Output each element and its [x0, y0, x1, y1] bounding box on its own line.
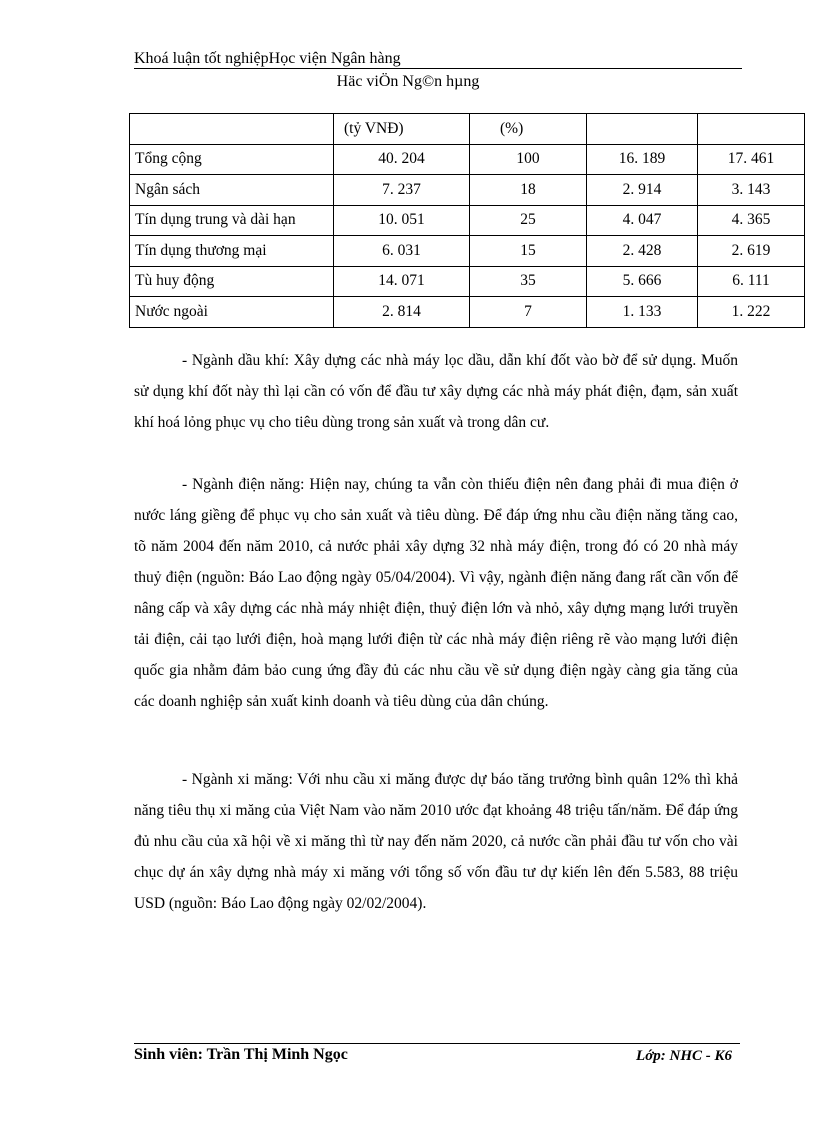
table-cell: 2. 619: [698, 236, 805, 267]
table-cell: Nước ngoài: [130, 297, 334, 328]
table-cell: Ngân sách: [130, 175, 334, 206]
table-cell: Tín dụng thương mại: [130, 236, 334, 267]
table-cell: 35: [470, 266, 587, 297]
table-row: [130, 236, 805, 267]
paragraph-electricity: - Ngành điện năng: Hiện nay, chúng ta vẫn còn thiếu điện nên đang phải đi mua điện ở nước láng giềng để phục vụ cho sản xuất và tiêu dùng. Để đáp ứng nhu cầu điện năng tăng cao, tõ năm 2004 đến năm 2010, cả nước phải xây dựng 32 nhà máy điện, trong đó có 20 nhà máy thuỷ điện (nguồn: Báo Lao động ngày 05/04/2004). Vì vậy, ngành điện năng đang rất cần vốn để nâng cấp và xây dựng các nhà máy nhiệt điện, thuỷ điện lớn và nhỏ, xây dựng mạng lưới truyền tải điện, cải tạo lưới điện, hoà mạng lưới điện từ các nhà máy điện riêng rẽ vào mạng lưới điện quốc gia nhằm đảm bảo cung ứng đầy đủ các nhu cầu về sử dụng điện ngày càng gia tăng của các doanh nghiệp sản xuất kinh doanh và tiêu dùng của dân chúng.: [134, 476, 738, 710]
table-cell: (%): [470, 114, 587, 145]
table-cell: 6. 111: [698, 266, 805, 297]
table-cell: [130, 114, 334, 145]
table-cell: 6. 031: [334, 236, 470, 267]
table-cell: 40. 204: [334, 144, 470, 175]
table-row: [130, 144, 805, 175]
table-cell: 16. 189: [587, 144, 698, 175]
footer-divider: [134, 1043, 740, 1044]
table-cell: 4. 047: [587, 205, 698, 236]
table-cell: 25: [470, 205, 587, 236]
paragraph-cement: - Ngành xi măng: Với nhu cầu xi măng được dự báo tăng trưởng bình quân 12% thì khả năng tiêu thụ xi măng của Việt Nam vào năm 2010 ước đạt khoảng 48 triệu tấn/năm. Để đáp ứng đủ nhu cầu của xã hội về xi măng thì từ nay đến năm 2020, cả nước cần phải đầu tư vốn cho vài chục dự án xây dựng nhà máy xi măng với tổng số vốn đầu tư dự kiến lên đến 5.583, 88 triệu USD (nguồn: Báo Lao động ngày 02/02/2004).: [134, 771, 738, 912]
paragraph-oil-gas: - Ngành dầu khí: Xây dựng các nhà máy lọc dầu, dẫn khí đốt vào bờ để sử dụng. Muốn sử dụng khí đốt này thì lại cần có vốn để đầu tư xây dựng các nhà máy phát điện, đạm, sản xuất khí hoá lỏng phục vụ cho tiêu dùng trong sản xuất và trong dân cư.: [134, 352, 738, 431]
table-cell: 7: [470, 297, 587, 328]
table-cell: 100: [470, 144, 587, 175]
table-cell: 10. 051: [334, 205, 470, 236]
table-cell: 14. 071: [334, 266, 470, 297]
table-header-row: [130, 114, 805, 145]
table-cell: 1. 133: [587, 297, 698, 328]
table-cell: 7. 237: [334, 175, 470, 206]
table-cell: 2. 914: [587, 175, 698, 206]
capital-table: [129, 113, 805, 328]
table-row: [130, 297, 805, 328]
table-cell: (tỷ VNĐ): [334, 114, 470, 145]
running-header-title: Khoá luận tốt nghiệpHọc viện Ngân hàng: [134, 50, 401, 67]
table-cell: 18: [470, 175, 587, 206]
running-header-subtitle: Häc viÖn Ng©n hµng: [336, 73, 480, 90]
table-cell: 4. 365: [698, 205, 805, 236]
table-cell: 1. 222: [698, 297, 805, 328]
table-cell: 2. 428: [587, 236, 698, 267]
table-cell: [587, 114, 698, 145]
table-cell: Tù huy động: [130, 266, 334, 297]
table-cell: 15: [470, 236, 587, 267]
header-divider: [134, 68, 742, 69]
table-row: [130, 205, 805, 236]
table-cell: 17. 461: [698, 144, 805, 175]
table-cell: 2. 814: [334, 297, 470, 328]
table-row: [130, 266, 805, 297]
footer-student-name: Sinh viên: Trần Thị Minh Ngọc: [134, 1046, 348, 1063]
footer-class: Lớp: NHC - K6: [636, 1048, 732, 1064]
table-cell: 3. 143: [698, 175, 805, 206]
table-cell: [698, 114, 805, 145]
table-cell: 5. 666: [587, 266, 698, 297]
table-cell: Tín dụng trung và dài hạn: [130, 205, 334, 236]
table-cell: Tổng cộng: [130, 144, 334, 175]
table-row: [130, 175, 805, 206]
